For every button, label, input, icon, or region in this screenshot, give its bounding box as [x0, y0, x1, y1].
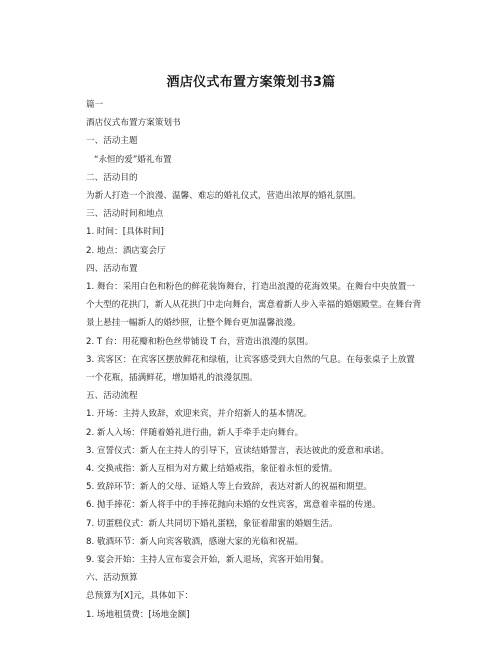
list-item: 5. 致辞环节：新人的父母、证婚人等上台致辞，表达对新人的祝福和期望。	[86, 482, 372, 493]
plan-title: 酒店仪式布置方案策划书	[86, 118, 181, 129]
list-item: 8. 敬酒环节：新人向宾客敬酒，感谢大家的光临和祝福。	[86, 536, 304, 547]
list-item: 1. 开场：主持人致辞，欢迎来宾，并介绍新人的基本情况。	[86, 409, 312, 420]
section-heading: 五、活动流程	[86, 391, 138, 402]
section-heading: 六、活动预算	[86, 573, 138, 584]
document-body	[86, 96, 422, 624]
budget-text: 总预算为[X]元，具体如下：	[86, 591, 194, 602]
list-item: 3. 宾客区：在宾客区摆放鲜花和绿植，让宾客感受到大自然的气息。在每张桌子上放置一个花瓶，插满鲜花，增加婚礼的浪漫氛围。	[86, 354, 415, 384]
purpose-text: 为新人打造一个浪漫、温馨、难忘的婚礼仪式，营造出浓厚的婚礼氛围。	[86, 191, 362, 202]
list-item: 4. 交换戒指：新人互相为对方戴上结婚戒指，象征着永恒的爱情。	[86, 464, 338, 475]
list-item: 3. 宣誓仪式：新人在主持人的引导下，宣读结婚誓言，表达彼此的爱意和承诺。	[86, 445, 390, 456]
list-item: 2. 新人入场：伴随着婚礼进行曲，新人手牵手走向舞台。	[86, 427, 304, 438]
section-heading: 二、活动目的	[86, 172, 138, 183]
section-heading: 三、活动时间和地点	[86, 209, 164, 220]
list-item: 1. 时间：[具体时间]	[86, 227, 164, 238]
document-title: 酒店仪式布置方案策划书3篇	[166, 75, 336, 90]
list-item: 2. T 台：用花瓣和粉色丝带铺设 T 台，营造出浪漫的氛围。	[86, 336, 314, 347]
list-item: 1. 舞台：采用白色和粉色的鲜花装饰舞台，打造出浪漫的花海效果。在舞台中央放置一个大型的花拱门，新人从花拱门中走向舞台，寓意着新人步入幸福的婚姻殿堂。在舞台背景上悬挂一幅新人的婚纱照，让整个舞台更加温馨浪漫。	[86, 282, 422, 329]
section-heading: 四、活动布置	[86, 263, 138, 274]
part-label: 篇一	[86, 100, 104, 110]
list-item: 9. 宴会开始：主持人宣布宴会开始，新人退场，宾客开始用餐。	[86, 555, 329, 566]
section-heading: 一、活动主题	[86, 136, 138, 147]
list-item: 1. 场地租赁费：[场地金额]	[86, 609, 190, 620]
theme-text: “永恒的爱”婚礼布置	[94, 154, 172, 165]
list-item: 2. 地点：酒店宴会厅	[86, 245, 166, 256]
list-item: 7. 切蛋糕仪式：新人共同切下婚礼蛋糕，象征着甜蜜的婚姻生活。	[86, 518, 338, 529]
list-item: 6. 抛手捧花：新人将手中的手捧花抛向未婚的女性宾客，寓意着幸福的传递。	[86, 500, 381, 511]
